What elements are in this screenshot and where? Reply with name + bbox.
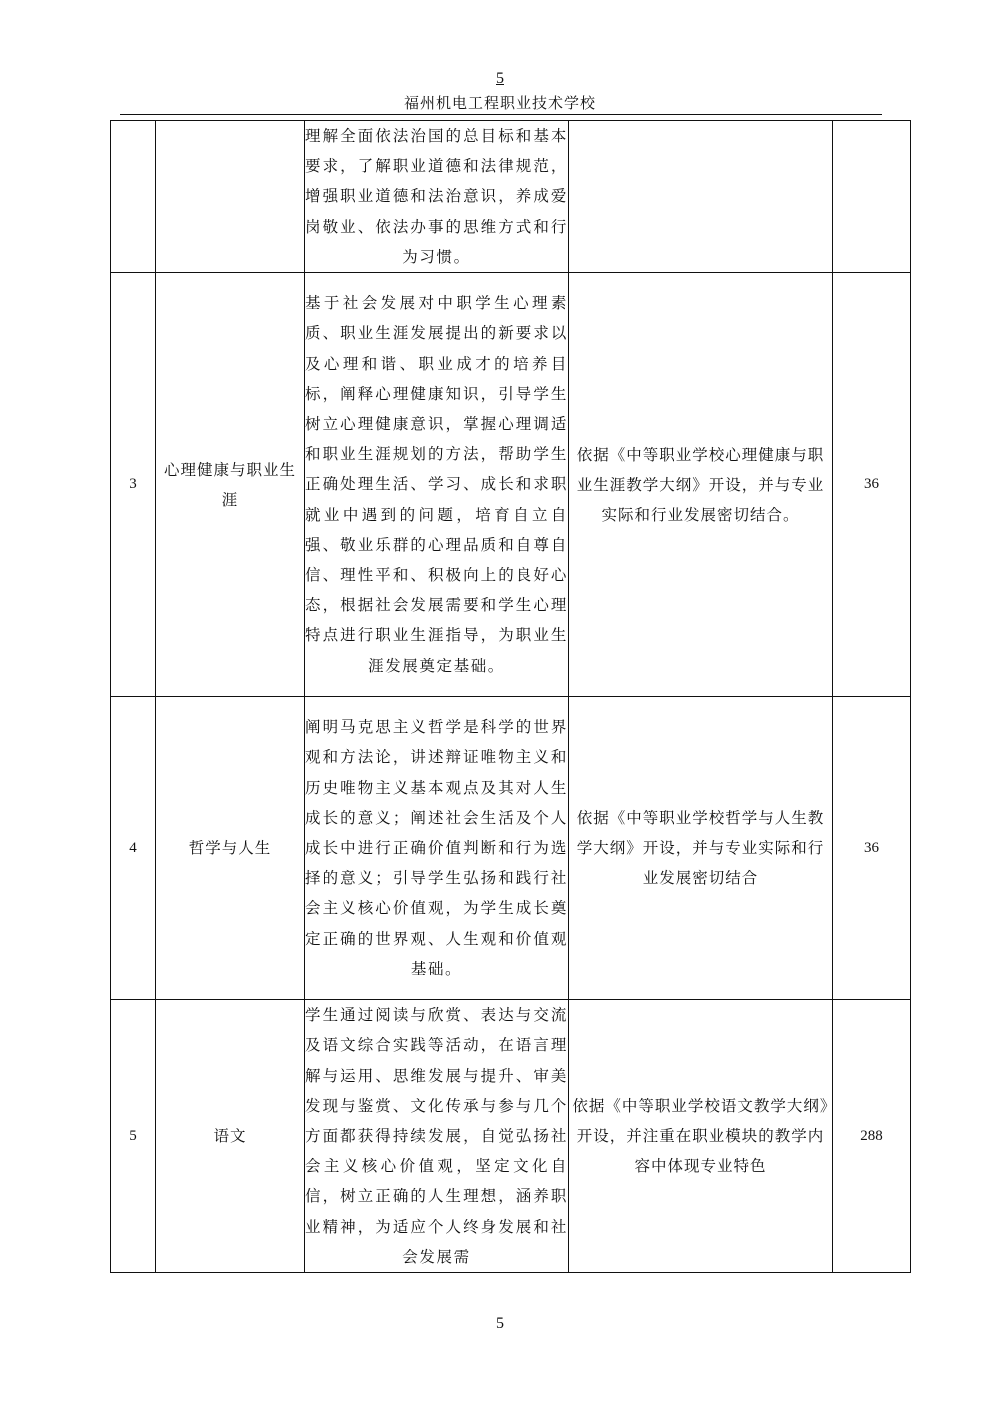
course-name (156, 121, 305, 273)
course-number: 3 (111, 273, 156, 697)
course-number (111, 121, 156, 273)
course-content: 基于社会发展对中职学生心理素质、职业生涯发展提出的新要求以及心理和谐、职业成才的培养目标，阐释心理健康知识，引导学生树立心理健康意识，掌握心理调适和职业生涯规划的方法，帮助学生正确处理生活、学习、成长和求职就业中遇到的问题，培育自立自强、敬业乐群的心理品质和自尊自信、理性平和、积极向上的良好心态，根据社会发展需要和学生心理特点进行职业生涯指导，为职业生涯发展奠定基础。 (305, 273, 569, 697)
course-number: 5 (111, 1000, 156, 1273)
course-number: 4 (111, 697, 156, 1000)
table-row (111, 1000, 911, 1273)
table-row (111, 121, 911, 273)
course-table (110, 120, 911, 1273)
course-name: 哲学与人生 (156, 697, 305, 1000)
course-name: 语文 (156, 1000, 305, 1273)
page-number-bottom: 5 (496, 1315, 504, 1332)
course-content: 阐明马克思主义哲学是科学的世界观和方法论，讲述辩证唯物主义和历史唯物主义基本观点及其对人生成长的意义；阐述社会生活及个人成长中进行正确价值判断和行为选择的意义；引导学生弘扬和践行社会主义核心价值观，为学生成长奠定正确的世界观、人生观和价值观基础。 (305, 697, 569, 1000)
table-row (111, 697, 911, 1000)
course-basis: 依据《中等职业学校心理健康与职业生涯教学大纲》开设，并与专业实际和行业发展密切结合。 (569, 273, 833, 697)
course-name: 心理健康与职业生涯 (156, 273, 305, 697)
school-name: 福州机电工程职业技术学校 (403, 94, 596, 112)
course-basis (569, 121, 833, 273)
page-number-top: 5 (496, 70, 504, 87)
course-content: 学生通过阅读与欣赏、表达与交流及语文综合实践等活动，在语言理解与运用、思维发展与提升、审美发现与鉴赏、文化传承与参与几个方面都获得持续发展，自觉弘扬社会主义核心价值观，坚定文化自信，树立正确的人生理想，涵养职业精神，为适应个人终身发展和社会发展需 (305, 1000, 569, 1273)
table-row (111, 273, 911, 697)
course-hours: 36 (833, 273, 911, 697)
course-hours (833, 121, 911, 273)
course-content: 理解全面依法治国的总目标和基本要求，了解职业道德和法律规范，增强职业道德和法治意识，养成爱岗敬业、依法办事的思维方式和行为习惯。 (305, 121, 569, 273)
course-basis: 依据《中等职业学校哲学与人生教学大纲》开设，并与专业实际和行业发展密切结合 (569, 697, 833, 1000)
course-hours: 36 (833, 697, 911, 1000)
course-hours: 288 (833, 1000, 911, 1273)
header-rule (120, 114, 882, 115)
course-basis: 依据《中等职业学校语文教学大纲》开设，并注重在职业模块的教学内容中体现专业特色 (569, 1000, 833, 1273)
